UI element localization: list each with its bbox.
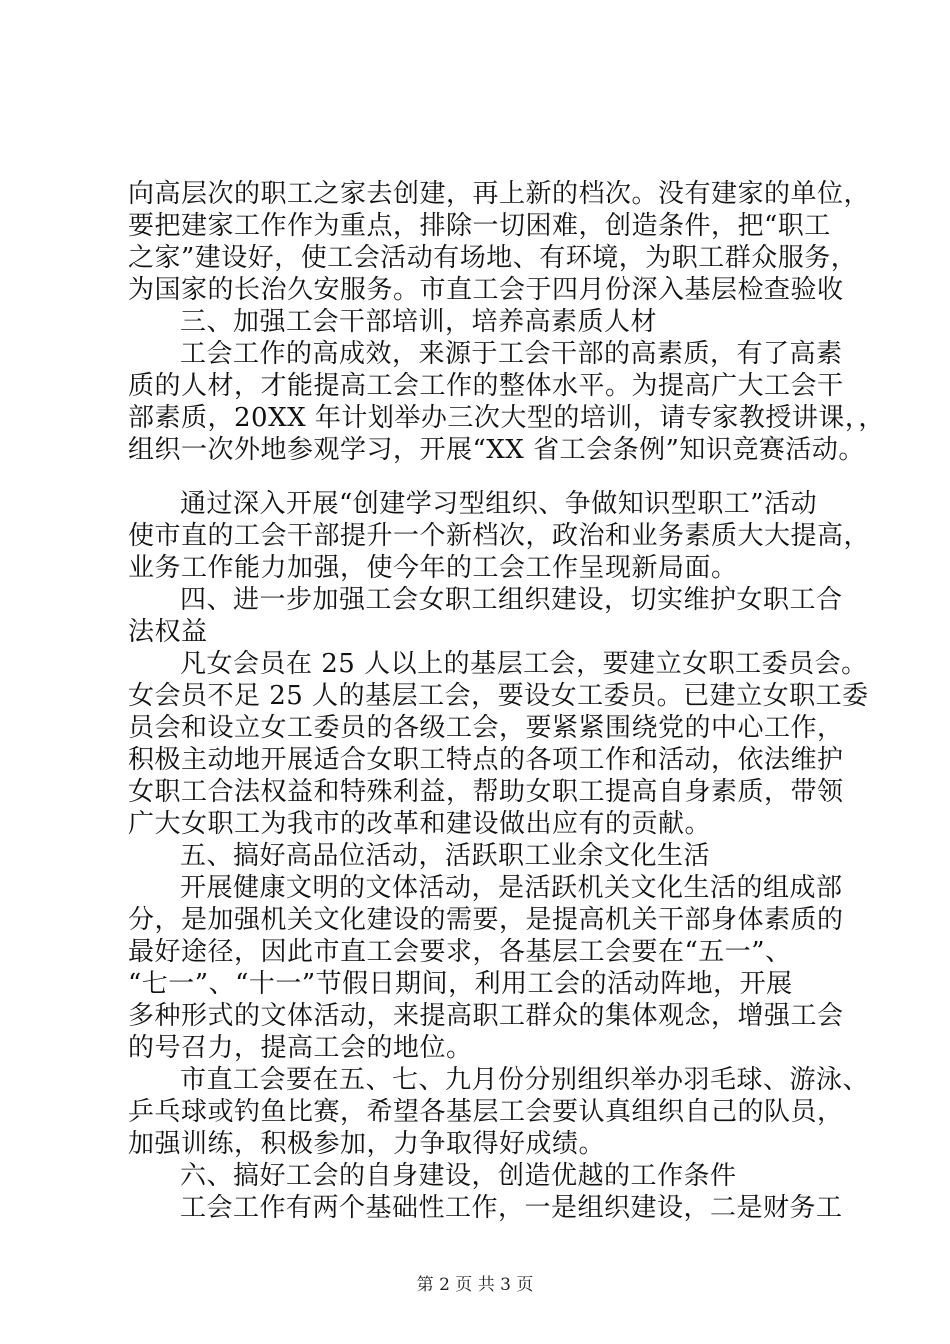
- text-line: 业务工作能力加强，使今年的工会工作呈现新局面。: [128, 553, 738, 583]
- text-line: 向高层次的职工之家去创建，再上新的档次。没有建家的单位，: [128, 179, 871, 209]
- text-line: 工会工作的高成效，来源于工会干部的高素质，有了高素: [180, 339, 843, 369]
- text-line: 的号召力，提高工会的地位。: [128, 1033, 473, 1063]
- text-line: “七一”、“十一”节假日期间，利用工会的活动阵地，开展: [128, 969, 793, 999]
- text-line: 开展健康文明的文体活动，是活跃机关文化生活的组成部: [180, 873, 843, 903]
- page-number: 第 2 页 共 3 页: [416, 1275, 534, 1295]
- text-line: 加强训练，积极参加，力争取得好成绩。: [128, 1129, 606, 1159]
- text-line: 要把建家工作作为重点，排除一切困难，创造条件，把“职工: [128, 211, 831, 241]
- text-line: 女会员不足 25 人的基层工会，要设女工委员。已建立女职工委: [128, 681, 869, 711]
- text-line: 凡女会员在 25 人以上的基层工会，要建立女职工委员会。: [180, 649, 868, 679]
- text-line: 女职工合法权益和特殊利益，帮助女职工提高自身素质，带领: [128, 777, 844, 807]
- text-line: 质的人材，才能提高工会工作的整体水平。为提高广大工会干: [128, 371, 844, 401]
- text-line: 广大女职工为我市的改革和建设做出应有的贡献。: [128, 809, 712, 839]
- text-line: 乒乓球或钓鱼比赛，希望各基层工会要认真组织自己的队员，: [128, 1097, 844, 1127]
- section-heading: 法权益: [128, 617, 208, 647]
- section-heading: 六、搞好工会的自身建设，创造优越的工作条件: [180, 1161, 737, 1191]
- section-heading: 四、进一步加强工会女职工组织建设，切实维护女职工合: [180, 585, 843, 615]
- text-line: 为国家的长治久安服务。市直工会于四月份深入基层检查验收: [128, 275, 844, 305]
- text-line: 工会工作有两个基础性工作，一是组织建设，二是财务工: [180, 1193, 843, 1223]
- text-line: 部素质，20XX 年计划举办三次大型的培训，请专家教授讲课，，: [128, 403, 885, 433]
- text-line: 使市直的工会干部提升一个新档次，政治和业务素质大大提高，: [128, 521, 871, 551]
- text-line: 市直工会要在五、七、九月份分别组织举办羽毛球、游泳、: [180, 1065, 870, 1095]
- text-line: 之家”建设好，使工会活动有场地、有环境，为职工群众服务，: [128, 243, 858, 273]
- text-line: 员会和设立女工委员的各级工会，要紧紧围绕党的中心工作，: [128, 713, 844, 743]
- text-line: 通过深入开展“创建学习型组织、争做知识型职工”活动: [180, 489, 818, 519]
- section-heading: 五、搞好高品位活动，活跃职工业余文化生活: [180, 841, 711, 871]
- text-line: 组织一次外地参观学习，开展“XX 省工会条例”知识竞赛活动。: [128, 435, 865, 465]
- section-heading: 三、加强工会干部培训，培养高素质人材: [180, 307, 658, 337]
- text-line: 最好途径，因此市直工会要求，各基层工会要在“五一”、: [128, 937, 792, 967]
- text-line: 积极主动地开展适合女职工特点的各项工作和活动，依法维护: [128, 745, 844, 775]
- text-line: 多种形式的文体活动，来提高职工群众的集体观念，增强工会: [128, 1001, 844, 1031]
- text-line: 分，是加强机关文化建设的需要，是提高机关干部身体素质的: [128, 905, 844, 935]
